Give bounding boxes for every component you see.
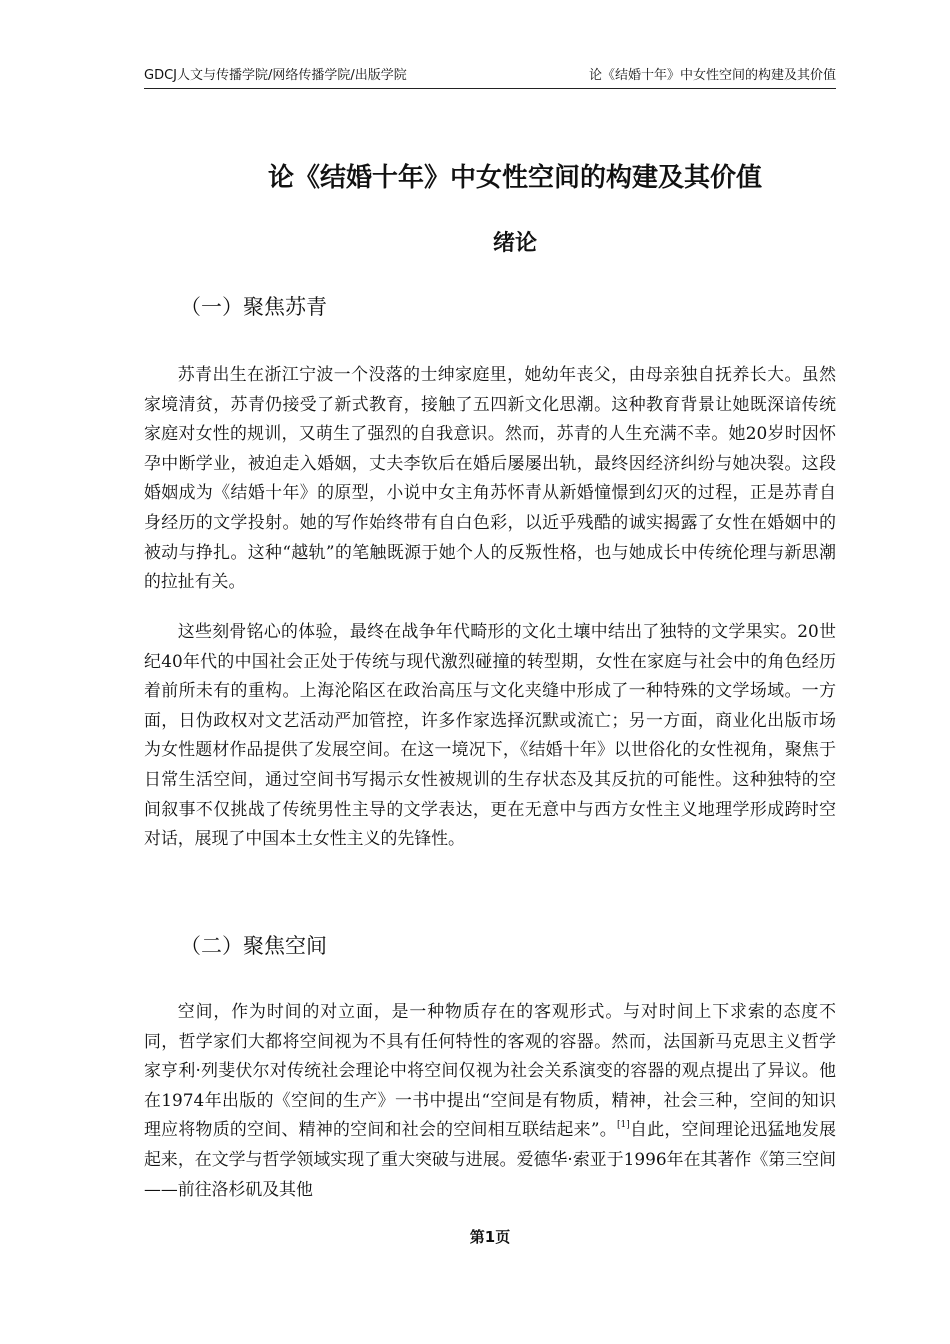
section-heading-2: （二）聚焦空间 (180, 934, 327, 958)
page-header (144, 66, 836, 89)
page-number: 第1页 (469, 1228, 511, 1246)
paper-title: 论《结婚十年》中女性空间的构建及其价值 (267, 163, 762, 193)
chapter-title: 绪论 (492, 231, 537, 256)
section2-paragraph-1-text-b: 自此，空间理论迅猛地发展起来，在文学与哲学领域实现了重大突破与进展。爱德华·索亚于1996年在其著作《第三空间——前往洛杉矶及其他 (144, 1119, 836, 1199)
header-paper-title: 论《结婚十年》中女性空间的构建及其价值 (588, 68, 836, 83)
section-heading-1: （一）聚焦苏青 (180, 295, 327, 319)
header-institution: GDCJ人文与传播学院/网络传播学院/出版学院 (144, 68, 407, 83)
section2-paragraph-1 (144, 997, 836, 1204)
section2-paragraph-1-text-a: 空间，作为时间的对立面，是一种物质存在的客观形式。与对时间上下求索的态度不同，哲学家们大都将空间视为不具有任何特性的客观的容器。然而，法国新马克思主义哲学家亨利·列斐伏尔对传统社会理论中将空间仅视为社会关系演变的容器的观点提出了异议。他在1974年出版的《空间的生产》一书中提出“空间是有物质，精神，社会三种，空间的知识理应将物质的空间、精神的空间和社会的空间相互联结起来”。 (144, 1001, 836, 1140)
citation-ref-1[interactable]: [1] (617, 1120, 630, 1131)
section1-paragraph-1: 苏青出生在浙江宁波一个没落的士绅家庭里，她幼年丧父，由母亲独自抚养长大。虽然家境清贫，苏青仍接受了新式教育，接触了五四新文化思潮。这种教育背景让她既深谙传统家庭对女性的规训，又萌生了强烈的自我意识。然而，苏青的人生充满不幸。她20岁时因怀孕中断学业，被迫走入婚姻，丈夫李钦后在婚后屡屡出轨，最终因经济纠纷与她决裂。这段婚姻成为《结婚十年》的原型，小说中女主角苏怀青从新婚憧憬到幻灭的过程，正是苏青自身经历的文学投射。她的写作始终带有自白色彩，以近乎残酷的诚实揭露了女性在婚姻中的被动与挣扎。这种“越轨”的笔触既源于她个人的反叛性格，也与她成长中传统伦理与新思潮的拉扯有关。 (144, 364, 836, 592)
section1-paragraph-2: 这些刻骨铭心的体验，最终在战争年代畸形的文化土壤中结出了独特的文学果实。20世纪40年代的中国社会正处于传统与现代激烈碰撞的转型期，女性在家庭与社会中的角色经历着前所未有的重构。上海沦陷区在政治高压与文化夹缝中形成了一种特殊的文学场域。一方面，日伪政权对文艺活动严加管控，许多作家选择沉默或流亡；另一方面，商业化出版市场为女性题材作品提供了发展空间。在这一境况下，《结婚十年》以世俗化的女性视角，聚焦于日常生活空间，通过空间书写揭示女性被规训的生存状态及其反抗的可能性。这种独特的空间叙事不仅挑战了传统男性主导的文学表达，更在无意中与西方女性主义地理学形成跨时空对话，展现了中国本土女性主义的先锋性。 (144, 621, 836, 849)
